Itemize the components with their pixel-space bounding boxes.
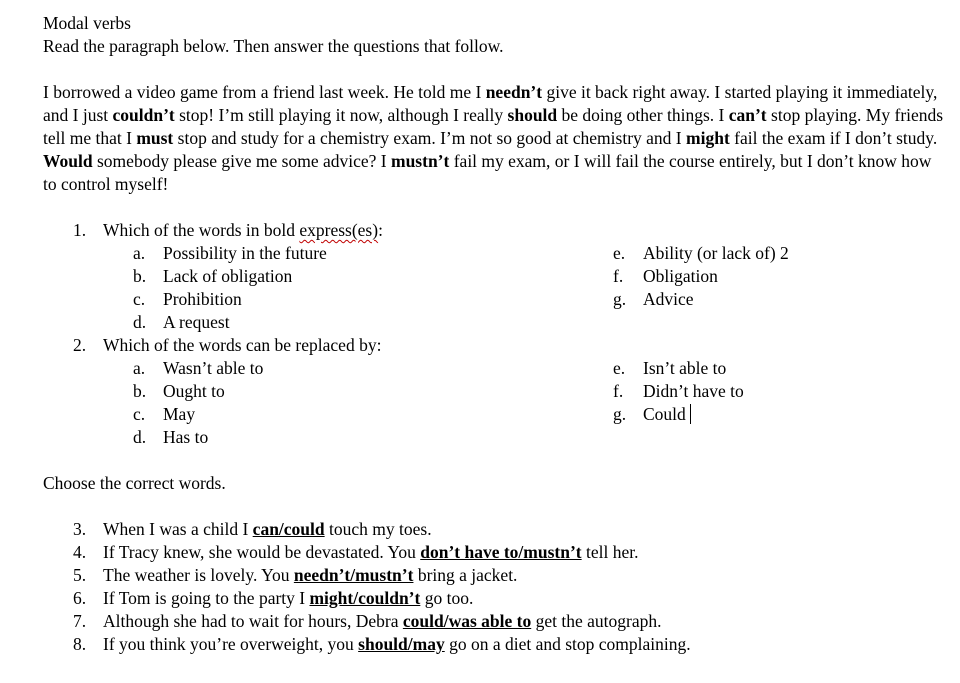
document[interactable] (43, 12, 948, 656)
question-text: Which of the words can be replaced by: (103, 335, 382, 355)
option-b (133, 380, 225, 403)
choice-items (43, 518, 948, 656)
word-choice: could/was able to (402, 611, 532, 631)
option-text: Wasn’t able to (163, 358, 264, 378)
option-text: Obligation (643, 266, 718, 286)
question-2-options (43, 357, 948, 449)
text-cursor (690, 404, 692, 424)
instruction: Read the paragraph below. Then answer the questions that follow. (43, 36, 504, 56)
option-text: A request (163, 312, 230, 332)
option-letter: g. (613, 289, 627, 309)
option-c (133, 403, 195, 426)
option-letter: b. (133, 381, 147, 401)
item-number: 3. (73, 519, 87, 539)
word-choice: don’t have to/mustn’t (420, 542, 582, 562)
option-letter: a. (133, 243, 146, 263)
bold-modal-verb: couldn’t (112, 105, 175, 125)
option-f (613, 380, 744, 403)
worksheet-title: Modal verbs (43, 13, 131, 33)
option-letter: a. (133, 358, 146, 378)
choice-item (43, 564, 948, 587)
item-sentence: The weather is lovely. You needn’t/mustn’t bring a jacket. (103, 565, 518, 585)
option-text: Could (643, 404, 686, 424)
option-letter: b. (133, 266, 147, 286)
option-b (133, 265, 292, 288)
option-letter: d. (133, 312, 147, 332)
bold-modal-verb: mustn’t (391, 151, 450, 171)
option-d (133, 426, 208, 449)
item-sentence: When I was a child I can/could touch my toes. (103, 519, 432, 539)
choice-item (43, 541, 948, 564)
option-e (613, 357, 726, 380)
question-number: 2. (73, 335, 87, 355)
option-letter: c. (133, 289, 146, 309)
bold-modal-verb: might (686, 128, 730, 148)
item-number: 7. (73, 611, 87, 631)
word-choice: needn’t/mustn’t (293, 565, 414, 585)
option-text: Lack of obligation (163, 266, 293, 286)
option-letter: f. (613, 381, 624, 401)
option-a (133, 242, 327, 265)
option-c (133, 288, 242, 311)
option-text: Has to (163, 427, 209, 447)
option-f (613, 265, 718, 288)
option-text: Ability (or lack of) 2 (643, 243, 789, 263)
option-letter: c. (133, 404, 146, 424)
choice-item (43, 633, 948, 656)
bold-modal-verb: should (507, 105, 558, 125)
option-text: Advice (643, 289, 694, 309)
question-number: 1. (73, 220, 87, 240)
item-sentence: If Tom is going to the party I might/couldn’t go too. (103, 588, 474, 608)
option-e (613, 242, 789, 265)
option-text: Didn’t have to (643, 381, 744, 401)
bold-modal-verb: needn’t (485, 82, 543, 102)
word-choice: can/could (252, 519, 325, 539)
item-number: 6. (73, 588, 87, 608)
option-letter: e. (613, 243, 626, 263)
bold-modal-verb: can’t (728, 105, 767, 125)
option-text: Prohibition (163, 289, 242, 309)
option-text: Ought to (163, 381, 225, 401)
item-number: 5. (73, 565, 87, 585)
option-d (133, 311, 230, 334)
word-choice: might/couldn’t (309, 588, 421, 608)
option-text: May (163, 404, 196, 424)
option-letter: e. (613, 358, 626, 378)
question-1-options (43, 242, 948, 334)
spelling-flagged-word: express(es) (299, 220, 379, 240)
reading-paragraph: I borrowed a video game from a friend last week. He told me I needn’t give it back right away. I started playing it immediately, and I just couldn’t stop! I’m still playing it now, although I really should be doing other things. I can’t stop playing. My friends tell me that I must stop and study for a chemistry exam. I’m not so good at chemistry and I might fail the exam if I don’t study. Would somebody please give me some advice? I mustn’t fail my exam, or I will fail the course entirely, but I don’t know how to control myself! (43, 82, 944, 194)
option-g (613, 288, 694, 311)
item-sentence: If Tracy knew, she would be devastated. You don’t have to/mustn’t tell her. (103, 542, 639, 562)
option-g (613, 403, 691, 426)
item-number: 8. (73, 634, 87, 654)
bold-modal-verb: must (136, 128, 174, 148)
option-letter: g. (613, 404, 627, 424)
item-number: 4. (73, 542, 87, 562)
choice-item (43, 518, 948, 541)
question-2 (43, 334, 948, 357)
choice-item (43, 587, 948, 610)
option-text: Isn’t able to (643, 358, 727, 378)
bold-modal-verb: Would (43, 151, 93, 171)
choose-heading: Choose the correct words. (43, 473, 226, 493)
option-letter: d. (133, 427, 147, 447)
option-letter: f. (613, 266, 624, 286)
question-text: Which of the words in bold express(es): (103, 220, 383, 240)
item-sentence: If you think you’re overweight, you should/may go on a diet and stop complaining. (103, 634, 691, 654)
item-sentence: Although she had to wait for hours, Debra could/was able to get the autograph. (103, 611, 662, 631)
word-choice: should/may (358, 634, 445, 654)
option-text: Possibility in the future (163, 243, 327, 263)
question-1 (43, 219, 948, 242)
option-a (133, 357, 263, 380)
choice-item (43, 610, 948, 633)
